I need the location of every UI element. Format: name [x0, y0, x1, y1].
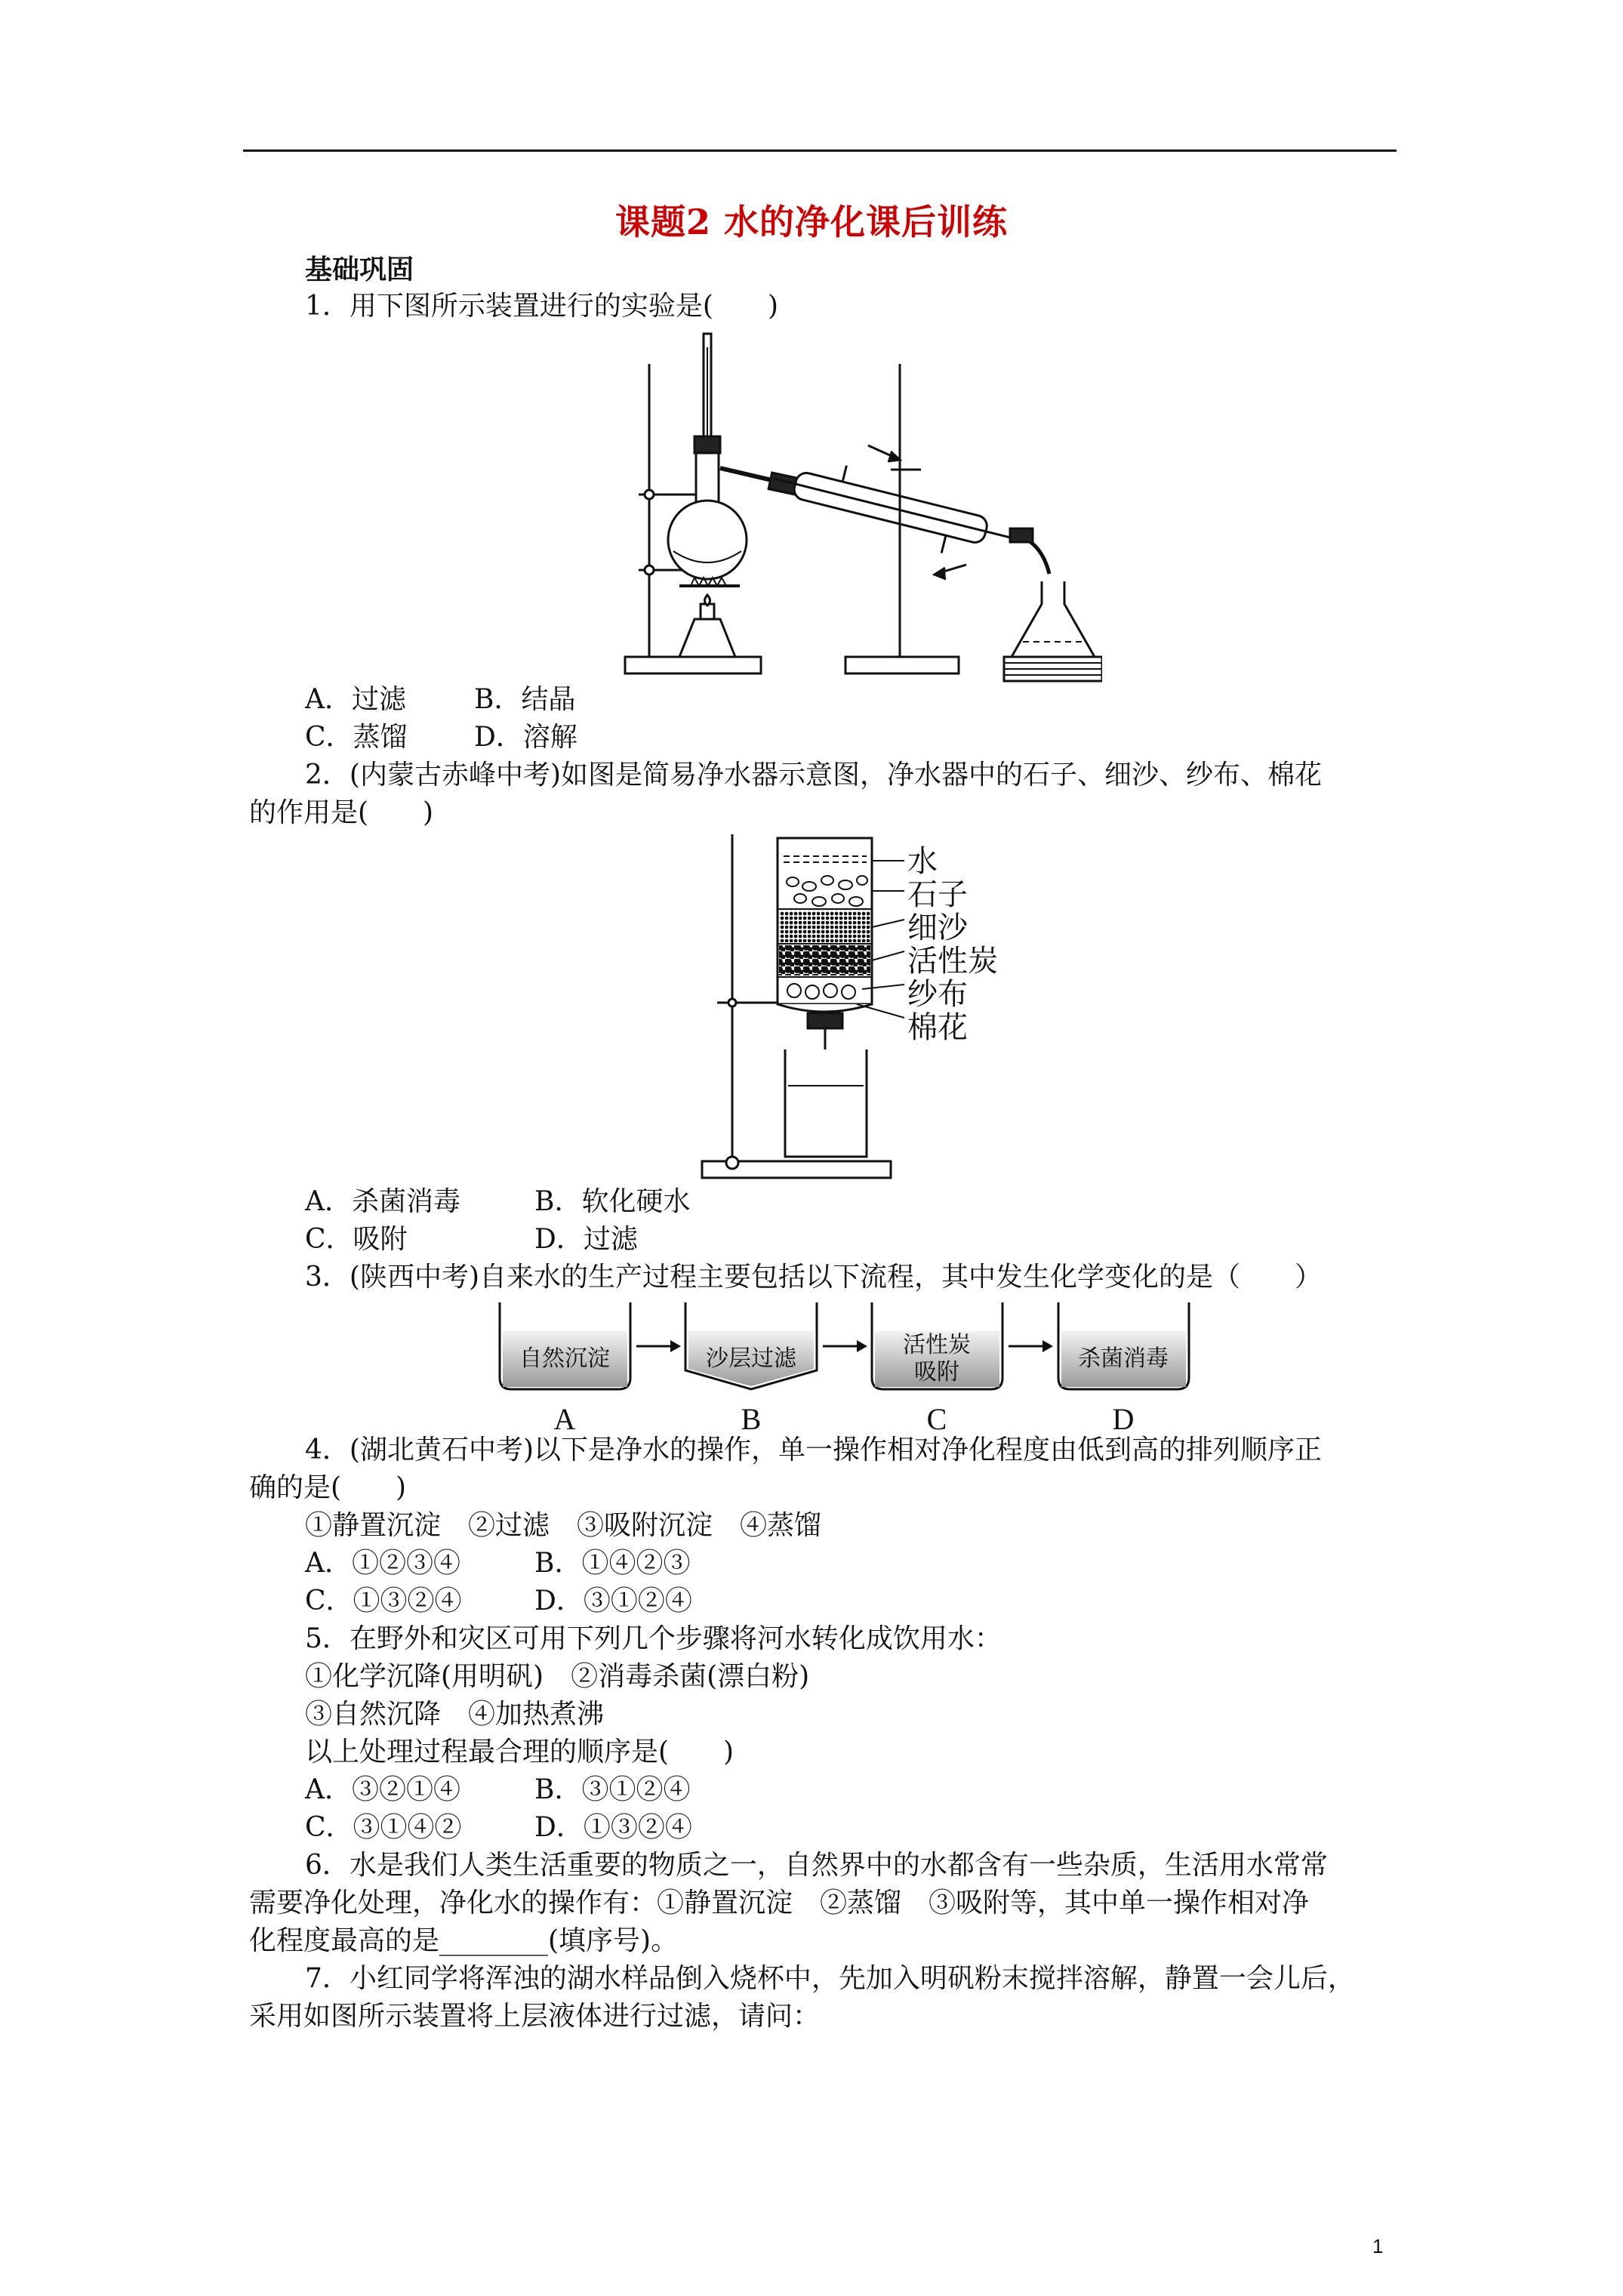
q5-option-b: B．③①②④ [534, 1774, 691, 1805]
section-heading: 基础巩固 [305, 254, 414, 285]
q4-option-b: B．①④②③ [534, 1548, 691, 1579]
q1-option-b: B．结晶 [474, 684, 576, 715]
step-a-label: 自然沉淀 [519, 1345, 610, 1372]
q6-line3: 化程度最高的是________(填序号)。 [249, 1925, 679, 1956]
purifier-label-carbon: 活性炭 [907, 944, 998, 978]
distillation-apparatus-figure [619, 325, 1102, 687]
q3-stem: 3．(陕西中考)自来水的生产过程主要包括以下流程，其中发生化学变化的是（ ） [305, 1262, 1322, 1293]
q5-stem: 5．在野外和灾区可用下列几个步骤将河水转化成饮用水： [305, 1623, 1002, 1654]
water-purifier-figure [694, 831, 1072, 1185]
q4-option-d: D．③①②④ [534, 1586, 692, 1616]
q2-option-a: A．杀菌消毒 [305, 1186, 460, 1217]
step-b-label: 沙层过滤 [706, 1345, 796, 1372]
step-d-letter: D [1112, 1402, 1135, 1436]
q4-stem-line1: 4．(湖北黄石中考)以下是净水的操作，单一操作相对净化程度由低到高的排列顺序正 [305, 1435, 1322, 1465]
purifier-label-cotton: 棉花 [907, 1010, 968, 1045]
purifier-label-water: 水 [907, 844, 938, 879]
q6-line2: 需要净化处理，净化水的操作有：①静置沉淀 ②蒸馏 ③吸附等，其中单一操作相对净 [249, 1888, 1310, 1918]
q5-option-c: C．③①④② [305, 1812, 462, 1843]
q1-option-d: D．溶解 [474, 722, 577, 753]
step-c-label-line2: 吸附 [914, 1359, 959, 1385]
q5-line1: ①化学沉降(用明矾) ②消毒杀菌(漂白粉) [305, 1661, 810, 1692]
purifier-label-stones: 石子 [907, 877, 968, 912]
q4-option-a: A．①②③④ [305, 1548, 460, 1579]
q2-stem-line1: 2．(内蒙古赤峰中考)如图是简易净水器示意图，净水器中的石子、细沙、纱布、棉花 [305, 760, 1322, 791]
step-a-letter: A [553, 1402, 576, 1436]
q7-line1: 7．小红同学将浑浊的湖水样品倒入烧杯中，先加入明矾粉末搅拌溶解，静置一会儿后， [305, 1963, 1355, 1994]
page-number: 1 [1372, 2235, 1384, 2257]
q4-stem-line2: 确的是( ) [249, 1472, 407, 1503]
q6-line1: 6．水是我们人类生活重要的物质之一，自然界中的水都含有一些杂质，生活用水常常 [305, 1850, 1328, 1881]
q5-option-a: A．③②①④ [305, 1774, 460, 1805]
q1-stem: 1．用下图所示装置进行的实验是( ) [305, 291, 778, 322]
q2-stem-line2: 的作用是( ) [249, 797, 434, 828]
q2-option-d: D．过滤 [534, 1224, 638, 1255]
page-title: 课题2 水的净化课后训练 [614, 202, 1009, 242]
q5-line3: 以上处理过程最合理的顺序是( ) [305, 1737, 735, 1767]
q4-option-c: C．①③②④ [305, 1586, 462, 1616]
step-b-letter: B [741, 1402, 762, 1436]
q2-option-b: B．软化硬水 [534, 1186, 691, 1217]
purifier-label-gauze: 纱布 [907, 977, 968, 1012]
q1-option-c: C．蒸馏 [305, 722, 408, 753]
water-treatment-flowchart [491, 1295, 1208, 1438]
step-d-label: 杀菌消毒 [1078, 1345, 1169, 1372]
q5-line2: ③自然沉降 ④加热煮沸 [305, 1699, 605, 1730]
q2-option-c: C．吸附 [305, 1224, 408, 1255]
header-rule [243, 149, 1397, 152]
q1-option-a: A．过滤 [305, 684, 406, 715]
q7-line2: 采用如图所示装置将上层液体进行过滤，请问： [249, 2001, 821, 2032]
q4-items: ①静置沉淀 ②过滤 ③吸附沉淀 ④蒸馏 [305, 1510, 822, 1541]
purifier-label-sand: 细沙 [907, 911, 968, 945]
q5-option-d: D．①③②④ [534, 1812, 692, 1843]
step-c-label-line1: 活性炭 [903, 1332, 971, 1358]
step-c-letter: C [926, 1402, 947, 1436]
